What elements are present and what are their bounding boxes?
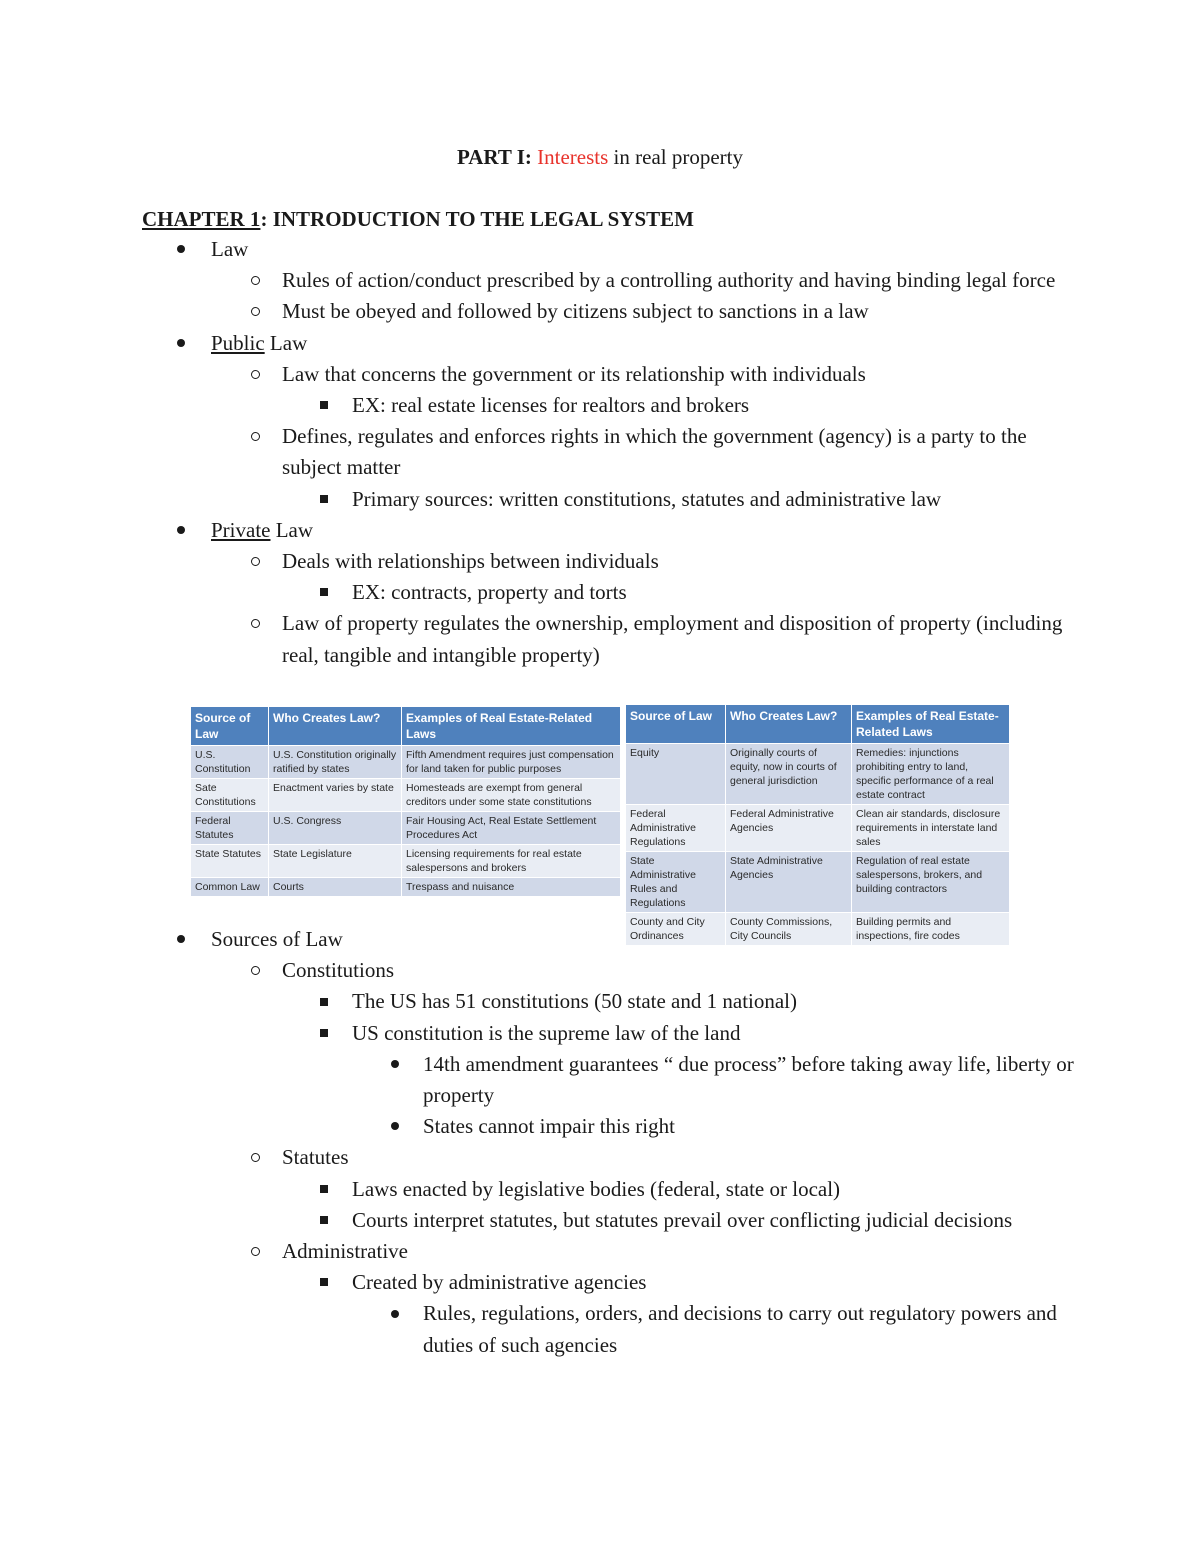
table-cell: Federal Administrative Regulations [626, 805, 726, 852]
outline-bottom [0, 924, 1200, 1361]
table-row [191, 779, 621, 812]
table-cell: Building permits and inspections, fire codes [852, 913, 1010, 946]
table-row [626, 852, 1010, 913]
private-rest: Law [270, 517, 314, 542]
list-item [0, 986, 1200, 1017]
table-cell: U.S. Congress [269, 812, 402, 845]
table-header-cell: Examples of Real Estate-Related Laws [852, 705, 1010, 744]
list-item [0, 515, 1200, 546]
chapter-number: CHAPTER 1 [142, 207, 261, 231]
list-item [0, 328, 1200, 359]
sources-of-law-table-1 [190, 706, 621, 897]
table-row [191, 878, 621, 897]
list-item [0, 1298, 1200, 1360]
list-item-text: States cannot impair this right [423, 1114, 675, 1139]
table-cell: State Administrative Rules and Regulations [626, 852, 726, 913]
table-row [191, 845, 621, 878]
part-rest: in real property [608, 145, 743, 169]
bullet-circle-icon [244, 608, 266, 639]
list-item-text: Constitutions [282, 958, 395, 983]
table-cell: Remedies: injunctions prohibiting entry to land, specific performance of a real estate contract [852, 744, 1010, 805]
list-item [0, 1111, 1200, 1142]
list-item-text: Rules, regulations, orders, and decisions to carry out regulatory powers and duties of such agencies [423, 1301, 1057, 1357]
bullet-dot-icon [170, 234, 192, 265]
public-underlined: Public [211, 330, 265, 355]
table-row [626, 744, 1010, 805]
bullet-square-icon [313, 1174, 335, 1205]
list-item-text [211, 328, 1091, 359]
bullet-dot-icon [384, 1049, 406, 1080]
private-underlined: Private [211, 517, 271, 542]
bullet-dot-icon [384, 1111, 406, 1142]
bullet-square-icon [313, 986, 335, 1017]
list-item-text: Rules of action/conduct prescribed by a controlling authority and having binding legal force [282, 268, 1056, 293]
list-item-text: US constitution is the supreme law of the land [352, 1020, 741, 1045]
public-rest: Law [264, 330, 308, 355]
bullet-square-icon [313, 484, 335, 515]
bullet-circle-icon [244, 359, 266, 390]
bullet-circle-icon [244, 1236, 266, 1267]
table-header-row [191, 707, 621, 746]
table-cell: Regulation of real estate salespersons, brokers, and building contractors [852, 852, 1010, 913]
list-item [0, 1018, 1200, 1049]
table-cell: Federal Administrative Agencies [726, 805, 852, 852]
list-item-text: Courts interpret statutes, but statutes prevail over conflicting judicial decisions [352, 1207, 1013, 1232]
bullet-circle-icon [244, 421, 266, 452]
bullet-circle-icon [244, 296, 266, 327]
bullet-circle-icon [244, 265, 266, 296]
table-header-cell: Examples of Real Estate-Related Laws [402, 707, 621, 746]
list-item-text: Law that concerns the government or its relationship with individuals [282, 361, 866, 386]
list-item-text: The US has 51 constitutions (50 state and 1 national) [352, 989, 798, 1014]
list-item [0, 577, 1200, 608]
list-item-text: Defines, regulates and enforces rights in which the government (agency) is a party to the subject matter [282, 424, 1027, 480]
list-item [0, 1142, 1200, 1173]
table-row [626, 805, 1010, 852]
table-row [191, 812, 621, 845]
list-item [0, 1049, 1200, 1111]
list-item-text: 14th amendment guarantees “ due process” before taking away life, liberty or property [423, 1051, 1074, 1108]
table-cell: Equity [626, 744, 726, 805]
list-item [0, 265, 1200, 296]
table-header-row [626, 705, 1010, 744]
bullet-circle-icon [244, 1142, 266, 1173]
table-cell: County and City Ordinances [626, 913, 726, 946]
list-item [0, 234, 1200, 265]
outline-top [0, 234, 1200, 671]
part-title [0, 142, 1200, 172]
list-item-text: Law of property regulates the ownership, employment and disposition of property (including real, tangible and intangible property) [282, 611, 1063, 667]
chapter-heading [142, 204, 694, 234]
table-cell: Common Law [191, 878, 269, 897]
bullet-dot-icon [170, 924, 192, 955]
sources-of-law-table-2 [625, 704, 1010, 946]
list-item [0, 484, 1200, 515]
bullet-square-icon [313, 1018, 335, 1049]
table-header-cell: Source of Law [191, 707, 269, 746]
table-cell: Federal Statutes [191, 812, 269, 845]
table-cell: U.S. Constitution [191, 746, 269, 779]
bullet-square-icon [313, 1267, 335, 1298]
table-cell: Fifth Amendment requires just compensation for land taken for public purposes [402, 746, 621, 779]
table-cell: Originally courts of equity, now in courts of general jurisdiction [726, 744, 852, 805]
table-cell: Fair Housing Act, Real Estate Settlement Procedures Act [402, 812, 621, 845]
list-item [0, 924, 1200, 955]
list-item [0, 296, 1200, 327]
list-item-text: Sources of Law [211, 927, 343, 951]
bullet-square-icon [313, 390, 335, 421]
list-item-text [211, 515, 1091, 546]
list-item-text: EX: contracts, property and torts [352, 580, 627, 605]
chapter-sep: : [260, 207, 268, 231]
table-cell: Sate Constitutions [191, 779, 269, 812]
table-cell: U.S. Constitution originally ratified by states [269, 746, 402, 779]
list-item [0, 1205, 1200, 1236]
bullet-dot-icon [170, 328, 192, 359]
table-cell: State Statutes [191, 845, 269, 878]
table-cell: County Commissions, City Councils [726, 913, 852, 946]
list-item-text: Administrative [282, 1239, 408, 1264]
list-item [0, 1236, 1200, 1267]
bullet-circle-icon [244, 546, 266, 577]
table-cell: Homesteads are exempt from general creditors under some state constitutions [402, 779, 621, 812]
bullet-square-icon [313, 577, 335, 608]
list-item-text: Deals with relationships between individuals [282, 549, 659, 574]
list-item [0, 421, 1200, 483]
list-item-text: Statutes [282, 1145, 349, 1170]
table-header-cell: Who Creates Law? [726, 705, 852, 744]
bullet-square-icon [313, 1205, 335, 1236]
list-item-text: Primary sources: written constitutions, statutes and administrative law [352, 486, 942, 511]
table-cell: State Legislature [269, 845, 402, 878]
table-cell: Trespass and nuisance [402, 878, 621, 897]
list-item [0, 1174, 1200, 1205]
table-header-cell: Who Creates Law? [269, 707, 402, 746]
bullet-dot-icon [170, 515, 192, 546]
table-row [191, 746, 621, 779]
part-prefix: PART I: [456, 145, 532, 169]
part-highlight: Interests [537, 145, 609, 169]
list-item-text: Created by administrative agencies [352, 1270, 647, 1295]
list-item-text: Law [211, 237, 249, 261]
table-cell: Clean air standards, disclosure requirements in interstate land sales [852, 805, 1010, 852]
table-cell: State Administrative Agencies [726, 852, 852, 913]
list-item [0, 608, 1200, 670]
list-item [0, 390, 1200, 421]
list-item-text: Must be obeyed and followed by citizens subject to sanctions in a law [282, 299, 869, 324]
bullet-dot-icon [384, 1298, 406, 1329]
bullet-circle-icon [244, 955, 266, 986]
table-header-cell: Source of Law [626, 705, 726, 744]
table-cell: Licensing requirements for real estate salespersons and brokers [402, 845, 621, 878]
list-item [0, 546, 1200, 577]
list-item [0, 359, 1200, 390]
list-item [0, 1267, 1200, 1298]
list-item-text: EX: real estate licenses for realtors and brokers [352, 393, 750, 418]
table-cell: Courts [269, 878, 402, 897]
list-item [0, 955, 1200, 986]
table-cell: Enactment varies by state [269, 779, 402, 812]
chapter-title: INTRODUCTION TO THE LEGAL SYSTEM [267, 207, 694, 231]
list-item-text: Laws enacted by legislative bodies (federal, state or local) [352, 1176, 841, 1201]
